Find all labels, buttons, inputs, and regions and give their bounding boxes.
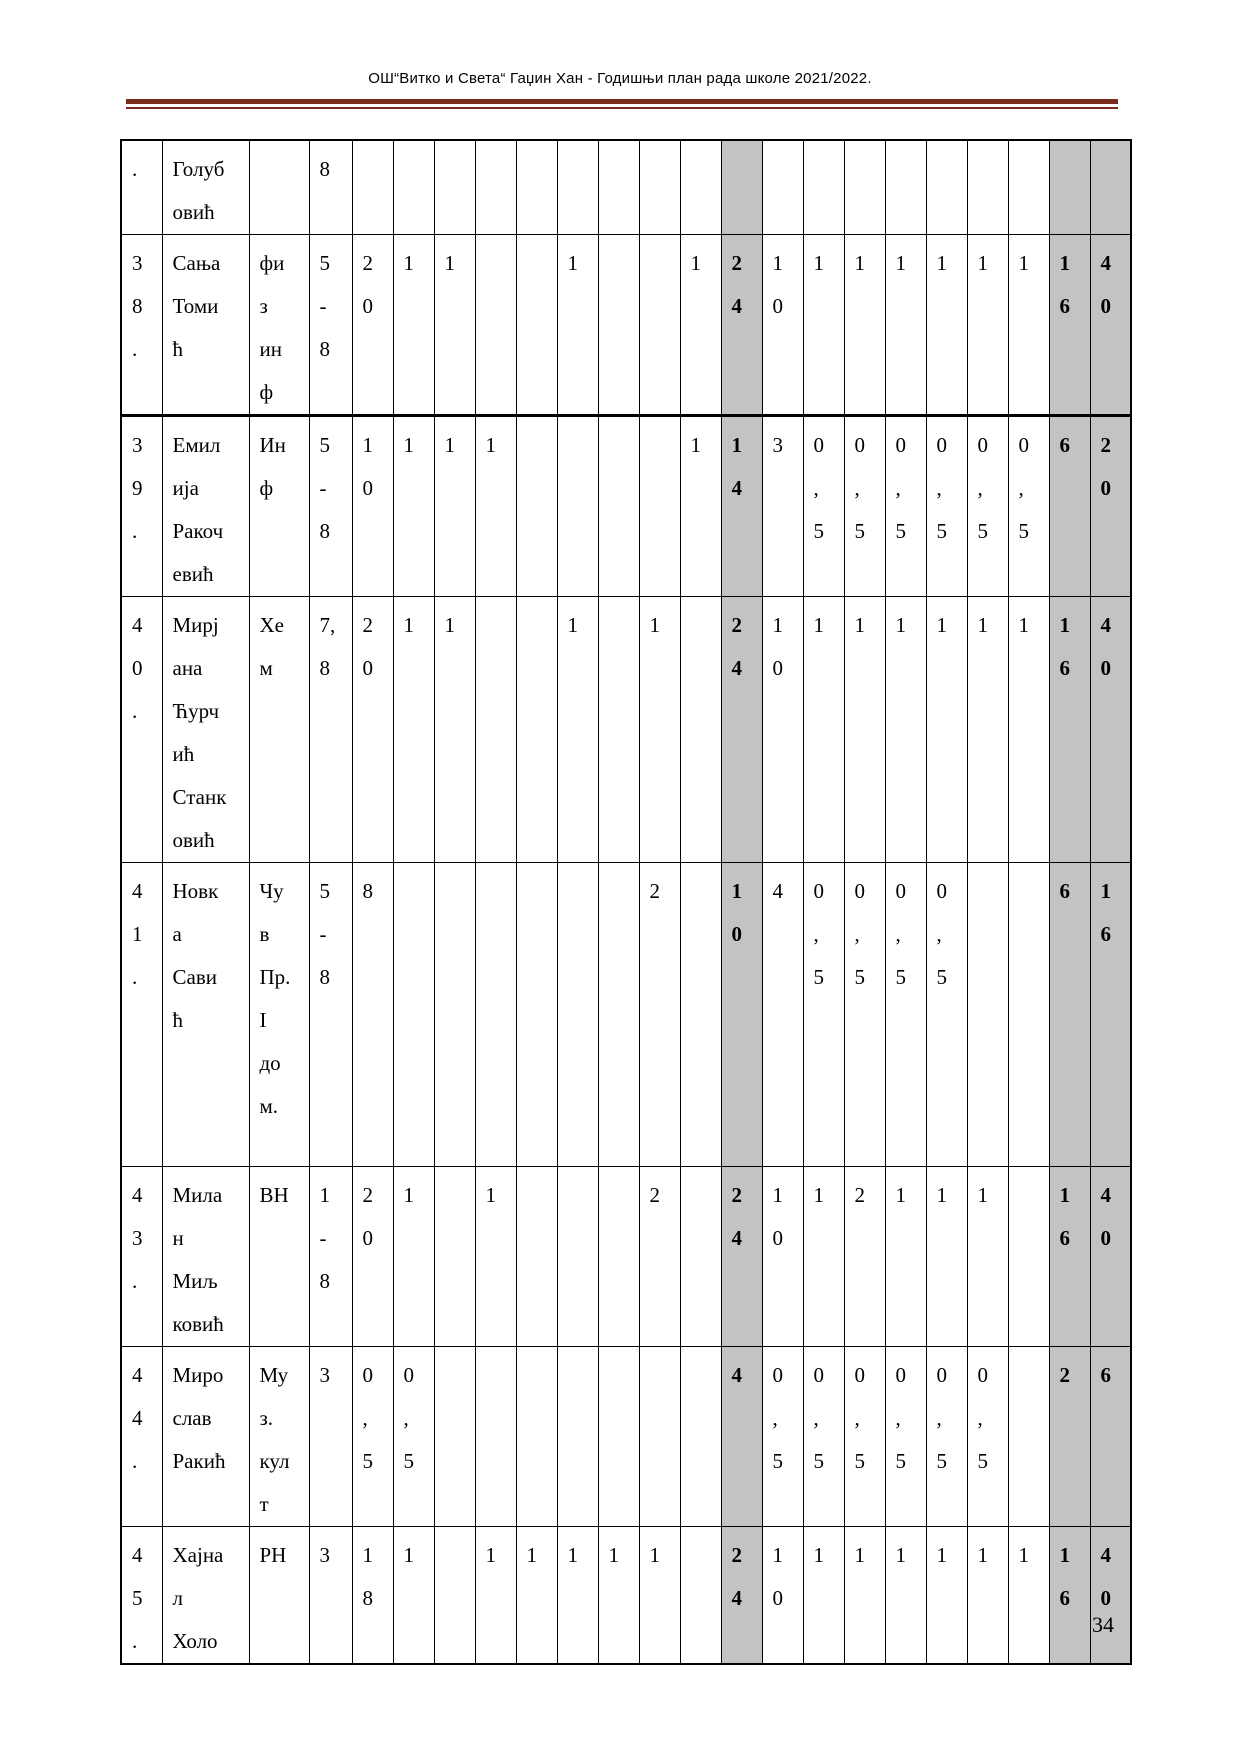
table-cell [557, 1347, 598, 1527]
table-cell [1090, 140, 1131, 235]
table-cell: 2 [1049, 1347, 1090, 1527]
table-cell: 1 [598, 1527, 639, 1665]
table-cell [393, 140, 434, 235]
table-cell [434, 1167, 475, 1347]
table-cell: Миро слав Ракић [162, 1347, 249, 1527]
table-cell: 5 - 8 [309, 416, 352, 597]
table-cell [926, 140, 967, 235]
table-cell: 6 [1090, 1347, 1131, 1527]
table-cell: 4 0 [1090, 597, 1131, 863]
table-cell [721, 140, 762, 235]
table-cell [475, 140, 516, 235]
table-cell: 0 , 5 [393, 1347, 434, 1527]
table-cell: 4 5 . [121, 1527, 162, 1665]
table-cell: 0 , 5 [926, 863, 967, 1167]
table-cell: 1 6 [1049, 597, 1090, 863]
table-cell: 1 [967, 597, 1008, 863]
table-cell: 1 0 [762, 235, 803, 416]
table-cell: 5 - 8 [309, 235, 352, 416]
table-cell: 4 4 . [121, 1347, 162, 1527]
table-cell [516, 1167, 557, 1347]
table-cell [844, 140, 885, 235]
table-cell: 1 [393, 235, 434, 416]
table-cell: 1 [680, 235, 721, 416]
table-cell: 1 [434, 416, 475, 597]
table-cell: 1 0 [762, 1167, 803, 1347]
table-cell: 1 0 [762, 1527, 803, 1665]
table-cell [598, 140, 639, 235]
table-cell: 1 6 [1049, 235, 1090, 416]
table-cell [639, 416, 680, 597]
table-cell: Ин ф [249, 416, 309, 597]
table-cell: 6 [1049, 416, 1090, 597]
table-cell: 2 4 [721, 1527, 762, 1665]
table-cell: 1 [885, 597, 926, 863]
table-cell [680, 140, 721, 235]
table-cell: 2 0 [352, 597, 393, 863]
table-cell [434, 1527, 475, 1665]
table-cell: 1 [844, 235, 885, 416]
table-cell: 2 [639, 863, 680, 1167]
table-cell [598, 1167, 639, 1347]
table-cell: 1 [967, 235, 1008, 416]
table-cell [1049, 140, 1090, 235]
table-cell [475, 597, 516, 863]
table-cell: 1 [885, 235, 926, 416]
table-cell: 5 - 8 [309, 863, 352, 1167]
table-cell: 1 [557, 597, 598, 863]
table-cell [434, 1347, 475, 1527]
table-cell: 4 0 . [121, 597, 162, 863]
table-cell: 1 [557, 1527, 598, 1665]
table-cell: 1 [680, 416, 721, 597]
table-cell [639, 1347, 680, 1527]
table-row [121, 140, 1131, 235]
table-cell: Емил ија Ракоч евић [162, 416, 249, 597]
table-cell: ВН [249, 1167, 309, 1347]
table-cell [434, 863, 475, 1167]
table-cell: 1 0 [762, 597, 803, 863]
table-cell: 1 [803, 1167, 844, 1347]
table-cell: 2 0 [352, 235, 393, 416]
table-cell: Хајна л Холо [162, 1527, 249, 1665]
table-cell: 1 [434, 235, 475, 416]
table-cell [475, 863, 516, 1167]
table-cell: 1 [803, 235, 844, 416]
table-cell: 1 [475, 1527, 516, 1665]
table-cell [680, 1347, 721, 1527]
table-cell: 0 , 5 [1008, 416, 1049, 597]
table-cell: 1 8 [352, 1527, 393, 1665]
table-cell: 2 4 [721, 1167, 762, 1347]
table-cell [516, 416, 557, 597]
table-cell [598, 863, 639, 1167]
table-cell [680, 863, 721, 1167]
table-cell: 3 [762, 416, 803, 597]
table-cell: Чу в Пр. I до м. [249, 863, 309, 1167]
table-cell: 1 [926, 597, 967, 863]
table-row [121, 597, 1131, 863]
table-cell [680, 1167, 721, 1347]
table-cell: 1 [844, 597, 885, 863]
table-cell [393, 863, 434, 1167]
table-cell: 1 [803, 597, 844, 863]
table-cell: 1 [393, 1527, 434, 1665]
table-cell: 0 , 5 [885, 416, 926, 597]
table-cell: 2 0 [1090, 416, 1131, 597]
table-cell [967, 140, 1008, 235]
table-cell: 2 [639, 1167, 680, 1347]
table-cell: РН [249, 1527, 309, 1665]
table-cell: 1 [844, 1527, 885, 1665]
table-cell: 1 [639, 597, 680, 863]
table-cell: 4 [762, 863, 803, 1167]
teacher-hours-table [120, 139, 1132, 1665]
table-cell [762, 140, 803, 235]
table-cell: 2 4 [721, 597, 762, 863]
table-cell: 3 9 . [121, 416, 162, 597]
table-cell [680, 1527, 721, 1665]
table-cell: 8 [309, 140, 352, 235]
table-cell: 1 [885, 1527, 926, 1665]
table-cell: Мила н Миљ ковић [162, 1167, 249, 1347]
table-cell: 0 , 5 [844, 416, 885, 597]
table-cell: 7, 8 [309, 597, 352, 863]
table-cell: фи з ин ф [249, 235, 309, 416]
table-cell [516, 235, 557, 416]
table-cell: Новк а Сави ћ [162, 863, 249, 1167]
table-cell: 1 [475, 1167, 516, 1347]
table-cell: 4 [721, 1347, 762, 1527]
table-cell [598, 597, 639, 863]
table-cell: 1 [926, 1527, 967, 1665]
table-cell: 4 0 [1090, 1167, 1131, 1347]
header-rule-thick [126, 99, 1118, 104]
table-cell [598, 1347, 639, 1527]
table-cell: 4 0 [1090, 1527, 1131, 1665]
table-cell: 1 [967, 1167, 1008, 1347]
table-row [121, 863, 1131, 1167]
table-cell: 2 4 [721, 235, 762, 416]
table-cell [475, 1347, 516, 1527]
table-cell: Голуб овић [162, 140, 249, 235]
table-cell [557, 1167, 598, 1347]
table-cell: 1 [393, 416, 434, 597]
table-cell [516, 863, 557, 1167]
table-row [121, 1347, 1131, 1527]
table-cell: 1 [516, 1527, 557, 1665]
table-cell [598, 235, 639, 416]
table-row [121, 1167, 1131, 1347]
table-cell: 1 [926, 235, 967, 416]
table-cell: 1 [557, 235, 598, 416]
table-cell: Хе м [249, 597, 309, 863]
table-cell [1008, 140, 1049, 235]
table-cell: 1 [475, 416, 516, 597]
table-cell [516, 1347, 557, 1527]
table-cell [639, 140, 680, 235]
table-row [121, 1527, 1131, 1665]
table-cell: 0 , 5 [762, 1347, 803, 1527]
table-cell: 3 8 . [121, 235, 162, 416]
table-cell [639, 235, 680, 416]
table-cell: Мирј ана Ћурч ић Станк овић [162, 597, 249, 863]
table-cell [557, 416, 598, 597]
table-cell: 3 [309, 1527, 352, 1665]
table-cell [885, 140, 926, 235]
table-cell: 1 [393, 597, 434, 863]
table-cell: 0 , 5 [885, 863, 926, 1167]
table-cell: 1 - 8 [309, 1167, 352, 1347]
table-cell: 0 , 5 [803, 863, 844, 1167]
table-cell: 2 0 [352, 1167, 393, 1347]
table-cell [1008, 1347, 1049, 1527]
table-cell: 1 [393, 1167, 434, 1347]
table-cell: 0 , 5 [803, 416, 844, 597]
table-cell [680, 597, 721, 863]
table-cell: 1 4 [721, 416, 762, 597]
table-cell: 1 [885, 1167, 926, 1347]
header-rule-thin [126, 107, 1118, 109]
table-cell: 0 , 5 [352, 1347, 393, 1527]
table-cell [352, 140, 393, 235]
table-cell [967, 863, 1008, 1167]
table-cell: 2 [844, 1167, 885, 1347]
table-cell: 1 6 [1090, 863, 1131, 1167]
table-cell [1008, 863, 1049, 1167]
table-cell: 0 , 5 [926, 1347, 967, 1527]
table-cell: 1 [1008, 1527, 1049, 1665]
table-cell: 0 , 5 [803, 1347, 844, 1527]
table-cell [516, 140, 557, 235]
table-cell: 1 [926, 1167, 967, 1347]
table-cell [1008, 1167, 1049, 1347]
table-cell: 0 , 5 [844, 863, 885, 1167]
table-cell: 1 [434, 597, 475, 863]
table-cell: Му з. кул т [249, 1347, 309, 1527]
table-cell: 1 [803, 1527, 844, 1665]
table-cell: 1 [1008, 235, 1049, 416]
table-cell: 1 [967, 1527, 1008, 1665]
table-cell: Сања Томи ћ [162, 235, 249, 416]
table-cell: 3 [309, 1347, 352, 1527]
table-cell: 0 , 5 [844, 1347, 885, 1527]
table-cell: 4 1 . [121, 863, 162, 1167]
table-cell: 6 [1049, 863, 1090, 1167]
table-cell: 1 0 [352, 416, 393, 597]
table-row [121, 235, 1131, 416]
table-cell [475, 235, 516, 416]
table-cell [557, 140, 598, 235]
table-cell: 4 0 [1090, 235, 1131, 416]
table-cell: 0 , 5 [885, 1347, 926, 1527]
table-cell [516, 597, 557, 863]
table-cell [557, 863, 598, 1167]
table-cell: 0 , 5 [926, 416, 967, 597]
table-cell [249, 140, 309, 235]
document-header-title: ОШ“Витко и Света“ Гаџин Хан - Годишњи план рада школе 2021/2022. [368, 70, 872, 87]
table-row [121, 416, 1131, 597]
table-cell: 1 6 [1049, 1167, 1090, 1347]
table-cell: 1 6 [1049, 1527, 1090, 1665]
table-cell [803, 140, 844, 235]
page-number: 34 [1092, 1612, 1114, 1637]
table-cell [434, 140, 475, 235]
table-cell: 1 [1008, 597, 1049, 863]
table-cell [598, 416, 639, 597]
table-cell: . [121, 140, 162, 235]
table-cell: 0 , 5 [967, 1347, 1008, 1527]
table-cell: 1 0 [721, 863, 762, 1167]
table-cell: 4 3 . [121, 1167, 162, 1347]
table-cell: 8 [352, 863, 393, 1167]
table-cell: 1 [639, 1527, 680, 1665]
table-cell: 0 , 5 [967, 416, 1008, 597]
